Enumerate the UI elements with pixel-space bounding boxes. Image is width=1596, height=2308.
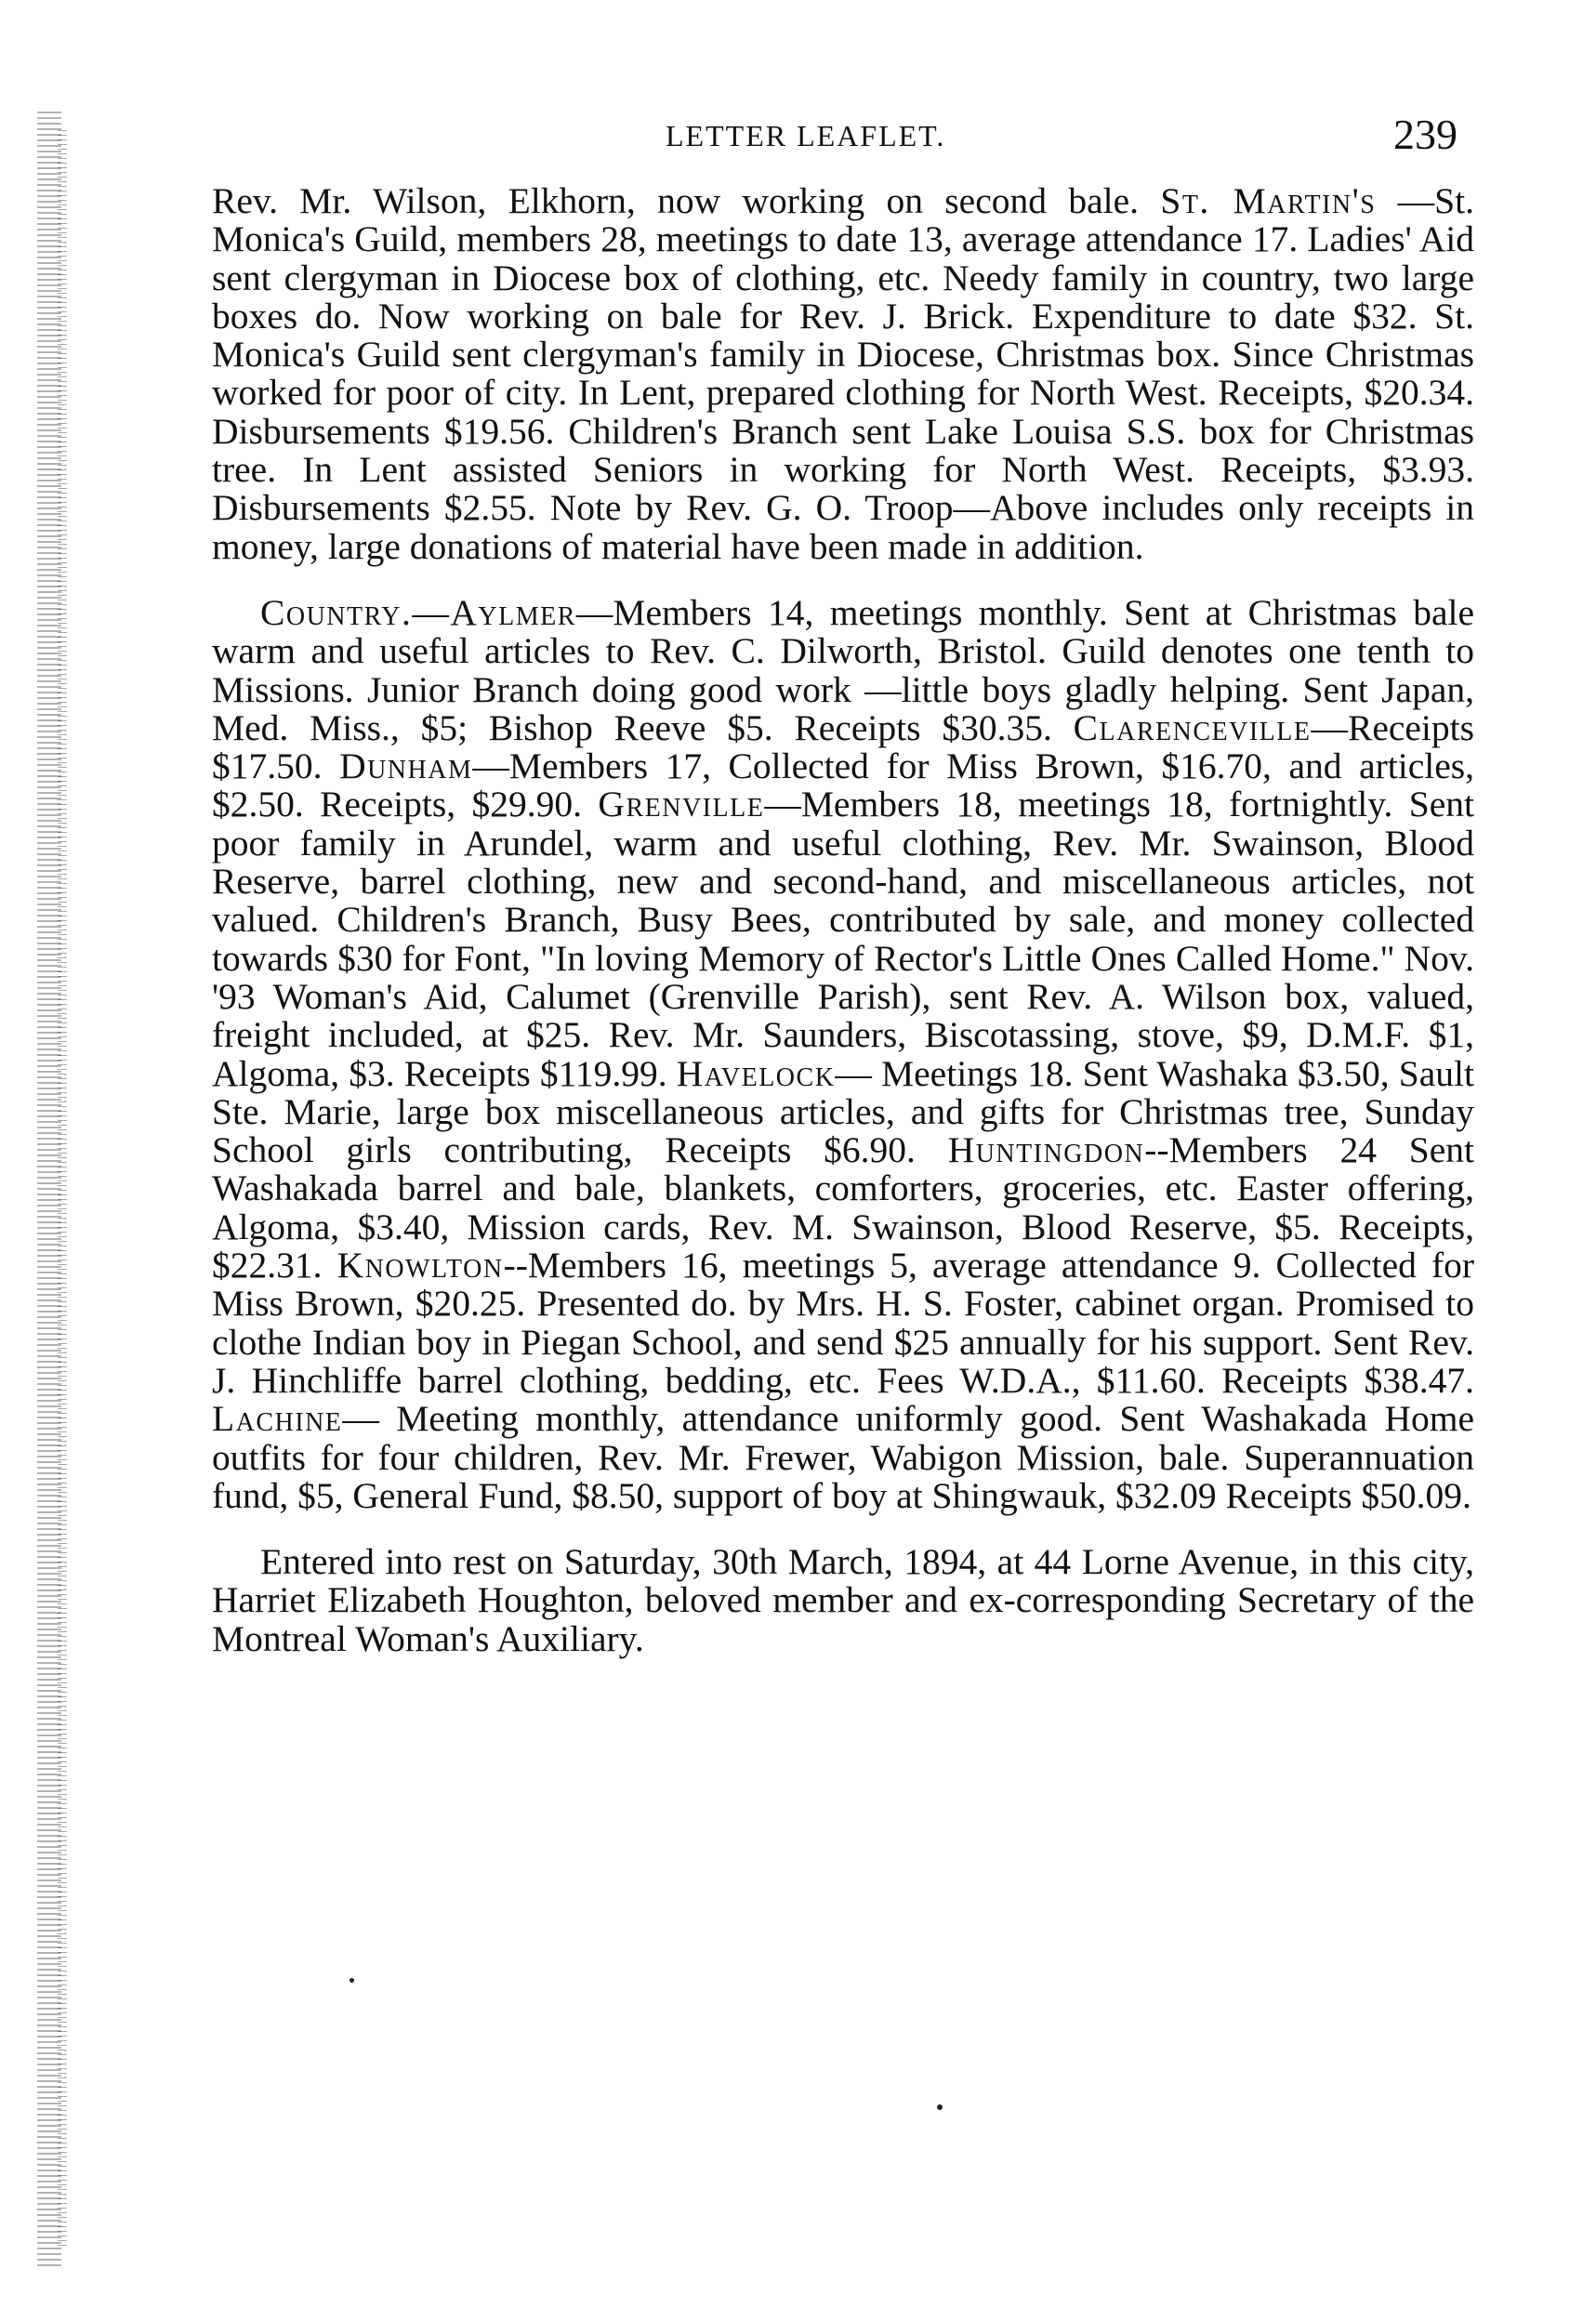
- page-number: 239: [1393, 111, 1458, 158]
- running-head: LETTER LEAFLET.: [666, 119, 946, 152]
- page-body: [212, 182, 1474, 1658]
- text-run: --Members 16, meetings 5, average attendance 9. Collected for Miss Brown, $20.25. Presented do. by Mrs. H. S. Foster, cabinet organ. Promised to clothe Indian boy in Piegan School, and send $25 annually for his support. Sent Rev. J. Hinchliffe barrel clothing, bedding, etc. Fees W.D.A., $11.60. Receipts $38.47.: [212, 1245, 1475, 1401]
- section-heading: St. Martin's: [1160, 180, 1377, 221]
- section-heading: Clarenceville: [1073, 706, 1312, 748]
- section-heading: Dunham: [339, 745, 473, 787]
- text-run: Entered into rest on Saturday, 30th March, 1894, at 44 Lorne Avenue, in this city, Harriet Elizabeth Houghton, beloved member and ex-corresponding Secretary of the Montreal Woman's Auxiliary.: [212, 1541, 1474, 1659]
- section-heading: Knowlton: [336, 1245, 504, 1286]
- section-heading: Grenville: [598, 784, 765, 825]
- page-header: [212, 110, 1458, 165]
- text-run: Rev. Mr. Wilson, Elkhorn, now working on second bale.: [212, 180, 1161, 221]
- text-run: —Members 17, Collected for Miss Brown, $16.70, and articles, $2.50. Receipts, $29.90.: [212, 745, 1474, 825]
- text-run: — Meeting monthly, attendance uniformly good. Sent Washakada Home outfits for four children, Rev. Mr. Frewer, Wabigon Mission, bale. Superannuation fund, $5, General Fund, $8.50, support of boy at Shingwauk, $32.09 Receipts $50.09.: [212, 1398, 1474, 1516]
- paragraph-country-branches: [212, 591, 1475, 1516]
- text-run: — Meetings 18. Sent Washaka $3.50, Sault Ste. Marie, large box miscellaneous articles, and gifts for Christmas tree, Sunday School girls contributing, Receipts $6.90.: [212, 1052, 1474, 1171]
- print-speck: [350, 1978, 354, 1983]
- text-run: --Members 24 Sent Washakada barrel and bale, blankets, comforters, groceries, etc. Easter offering, Algoma, $3.40, Mission cards, Rev. M. Swainson, Blood Reserve, $5. Receipts, $22.31.: [212, 1129, 1475, 1286]
- text-run: —Members 18, meetings 18, fortnightly. Sent poor family in Arundel, warm and useful clothing, Rev. Mr. Swainson, Blood Reserve, barrel clothing, new and second-hand, and miscellaneous articles, not valued. Children's Branch, Busy Bees, contributed by sale, and money collected towards $30 for Font, "In loving Memory of Rector's Little Ones Called Home." Nov. '93 Woman's Aid, Calumet (Grenville Parish), sent Rev. A. Wilson box, valued, freight included, at $25. Rev. Mr. Saunders, Biscotassing, stove, $9, D.M.F. $1, Algoma, $3. Receipts $119.99.: [212, 784, 1474, 1094]
- text-run: —Receipts $17.50.: [212, 706, 1474, 787]
- section-heading: Country.—Aylmer: [260, 591, 576, 633]
- section-heading: Lachine: [212, 1398, 343, 1440]
- paragraph-montreal-city: [212, 182, 1474, 566]
- text-run: —St. Monica's Guild, members 28, meetings to date 13, average attendance 17. Ladies' Aid sent clergyman in Diocese box of clothing, etc. Needy family in country, two large boxes do. Now working on bale for Rev. J. Brick. Expenditure to date $32. St. Monica's Guild sent clergyman's family in Diocese, Christmas box. Since Christmas worked for poor of city. In Lent, prepared clothing for North West. Receipts, $20.34. Disbursements $19.56. Children's Branch sent Lake Louisa S.S. box for Christmas tree. In Lent assisted Seniors in working for North West. Receipts, $3.93. Disbursements $2.55. Note by Rev. G. O. Troop—Above includes only receipts in money, large donations of material have been made in addition.: [212, 180, 1474, 567]
- section-heading: Havelock: [676, 1052, 836, 1094]
- print-speck: [937, 2104, 943, 2110]
- text-run: —Members 14, meetings monthly. Sent at Christmas bale warm and useful articles to Rev. C. Dilworth, Bristol. Guild denotes one tenth to Missions. Junior Branch doing good work —little boys gladly helping. Sent Japan, Med. Miss., $5; Bishop Reeve $5. Receipts $30.35.: [212, 591, 1474, 748]
- binding-gutter-inner: [58, 130, 67, 2249]
- paragraph-obituary: [212, 1543, 1474, 1658]
- section-heading: Huntingdon: [947, 1129, 1145, 1171]
